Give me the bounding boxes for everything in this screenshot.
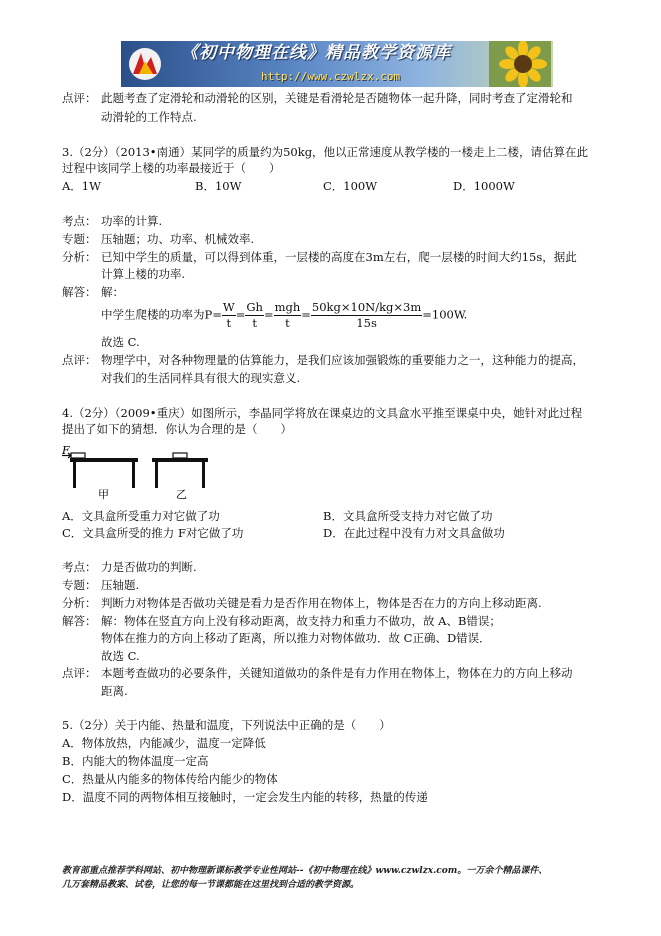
q4-kaodian: 力是否做功的判断. — [101, 560, 197, 574]
q4-jieda-label: 解答： — [62, 614, 97, 628]
desk-yi — [152, 453, 208, 488]
q3-f4-numerator: 50kg×10N/kg×3m — [311, 300, 422, 314]
page-footer — [62, 864, 602, 892]
footer-line1: 教育部重点推荐学科网站、初中物理新课标教学专业性网站--《初中物理在线》www.czwlzx.com。一万余个精品课件、 — [62, 866, 548, 876]
q3-fraction-gh-over-t — [245, 300, 264, 331]
footer-line2: 几万套精品教案、试卷，让您的每一节课都能在这里找到合适的教学资源。 — [62, 880, 360, 890]
sunflower-icon — [489, 41, 551, 87]
q4-option-a: A．文具盒所受重力对它做了功 — [62, 509, 220, 523]
q3-f2-numerator: Gh — [246, 300, 263, 314]
q3-stem-line1: 3.（2分）（2013•南通）某同学的质量约为50kg，他以正常速度从教学楼的一楼走上二楼，请估算在此 — [62, 145, 589, 159]
q2-comment-line1: 此题考查了定滑轮和动滑轮的区别，关键是看滑轮是否随物体一起升降，同时考查了定滑轮和 — [101, 91, 573, 105]
q2-comment-label: 点评： — [62, 91, 97, 105]
q3-fraction-values — [311, 300, 422, 331]
q2-comment-line2: 动滑轮的工作特点. — [101, 110, 197, 124]
q3-option-d: D．1000W — [453, 179, 515, 193]
q3-f2-denominator: t — [252, 316, 257, 330]
q3-f3-numerator: mgh — [274, 300, 301, 314]
q3-f3-denominator: t — [285, 316, 290, 330]
q4-zhuanti-label: 专题： — [62, 578, 97, 592]
header-banner — [121, 41, 553, 87]
q4-zhuanti: 压轴题. — [101, 578, 140, 592]
force-label: F — [62, 446, 70, 457]
q3-fraction-w-over-t — [222, 300, 236, 331]
q3-dianping-label: 点评： — [62, 353, 97, 367]
q3-zhuanti: 压轴题；功、功率、机械效率. — [101, 232, 255, 246]
q4-stem-line2: 提出了如下的猜想．你认为合理的是（ ） — [62, 422, 292, 436]
q3-fenxi-line2: 计算上楼的功率. — [101, 267, 186, 281]
q5-option-c: C．热量从内能多的物体传给内能少的物体 — [62, 772, 278, 786]
desk-jia — [62, 453, 138, 488]
q5-option-d: D．温度不同的两物体相互接触时，一定会发生内能的转移，热量的传递 — [62, 790, 428, 804]
q4-jieda-line2: 物体在推力的方向上移动了距离，所以推力对物体做功．故 C正确、D错误． — [101, 631, 491, 645]
q3-option-c: C．100W — [323, 179, 378, 193]
q3-option-a: A．1W — [62, 179, 101, 193]
q3-zhuanti-label: 专题： — [62, 232, 97, 246]
q4-dianping-label: 点评： — [62, 666, 97, 680]
q4-figure — [62, 446, 222, 500]
logo-icon — [125, 47, 165, 81]
banner-title: 《初中物理在线》精品教学资源库 — [181, 43, 451, 63]
label-jia: 甲 — [98, 488, 109, 500]
q3-formula-prefix: 中学生爬楼的功率为P= — [101, 307, 222, 322]
q3-dianping-line2: 对我们的生活同样具有很大的现实意义. — [101, 371, 301, 385]
label-yi: 乙 — [176, 488, 187, 500]
q3-fenxi-label: 分析： — [62, 250, 97, 264]
q4-kaodian-label: 考点： — [62, 560, 97, 574]
q3-kaodian-label: 考点： — [62, 214, 97, 228]
q4-dianping-line2: 距离. — [101, 684, 128, 698]
q3-dianping-line1: 物理学中，对各种物理量的估算能力，是我们应该加强锻炼的重要能力之一，这种能力的提高， — [101, 353, 584, 367]
q4-answer: 故选 C. — [101, 649, 140, 663]
banner-url[interactable]: http://www.czwlzx.com — [261, 70, 401, 83]
q3-fenxi-line1: 已知中学生的质量，可以得到体重，一层楼的高度在3m左右，爬一层楼的时间大约15s，据此 — [101, 250, 577, 264]
q4-stem-line1: 4.（2分）（2009•重庆）如图所示，李晶同学将放在课桌边的文具盒水平推至课桌中央，她针对此过程 — [62, 406, 583, 420]
q3-jieda: 解： — [101, 285, 124, 299]
q3-answer: 故选 C. — [101, 335, 140, 349]
q3-f1-numerator: W — [222, 300, 235, 314]
q3-f1-denominator: t — [226, 316, 232, 330]
q4-option-d: D．在此过程中没有力对文具盒做功 — [323, 526, 505, 540]
q5-option-b: B．内能大的物体温度一定高 — [62, 754, 209, 768]
q4-dianping-line1: 本题考查做功的必要条件，关键知道做功的条件是有力作用在物体上，物体在力的方向上移动 — [101, 666, 573, 680]
q4-jieda-line1: 解：物体在竖直方向上没有移动距离，故支持力和重力不做功，故 A、B错误； — [101, 614, 501, 628]
q3-kaodian: 功率的计算. — [101, 214, 163, 228]
q3-jieda-label: 解答： — [62, 285, 97, 299]
q3-option-b: B．10W — [195, 179, 242, 193]
q3-f4-denominator: 15s — [356, 316, 377, 330]
q5-option-a: A．物体放热，内能减少，温度一定降低 — [62, 736, 266, 750]
q3-formula: 中学生爬楼的功率为P= $\frac{W}{t}$ = $\frac{Gh}{t}$ = $\frac{\text{mgh}}{t}$ = $\frac{50kg\times 10N/kg\times 3m}{15s}$ =100W. — [101, 300, 468, 330]
q4-fenxi-label: 分析： — [62, 596, 97, 610]
q5-stem: 5.（2分）关于内能、热量和温度，下列说法中正确的是（ ） — [62, 718, 391, 732]
q3-fraction-mgh-over-t — [274, 300, 302, 331]
q4-option-b: B．文具盒所受支持力对它做了功 — [323, 509, 493, 523]
q3-formula-result: =100W. — [422, 307, 468, 322]
q4-fenxi: 判断力对物体是否做功关键是看力是否作用在物体上，物体是否在力的方向上移动距离. — [101, 596, 542, 610]
q3-stem-line2: 过程中该同学上楼的功率最接近于（ ） — [62, 161, 281, 175]
q4-option-c: C．文具盒所受的推力 F对它做了功 — [62, 526, 244, 540]
